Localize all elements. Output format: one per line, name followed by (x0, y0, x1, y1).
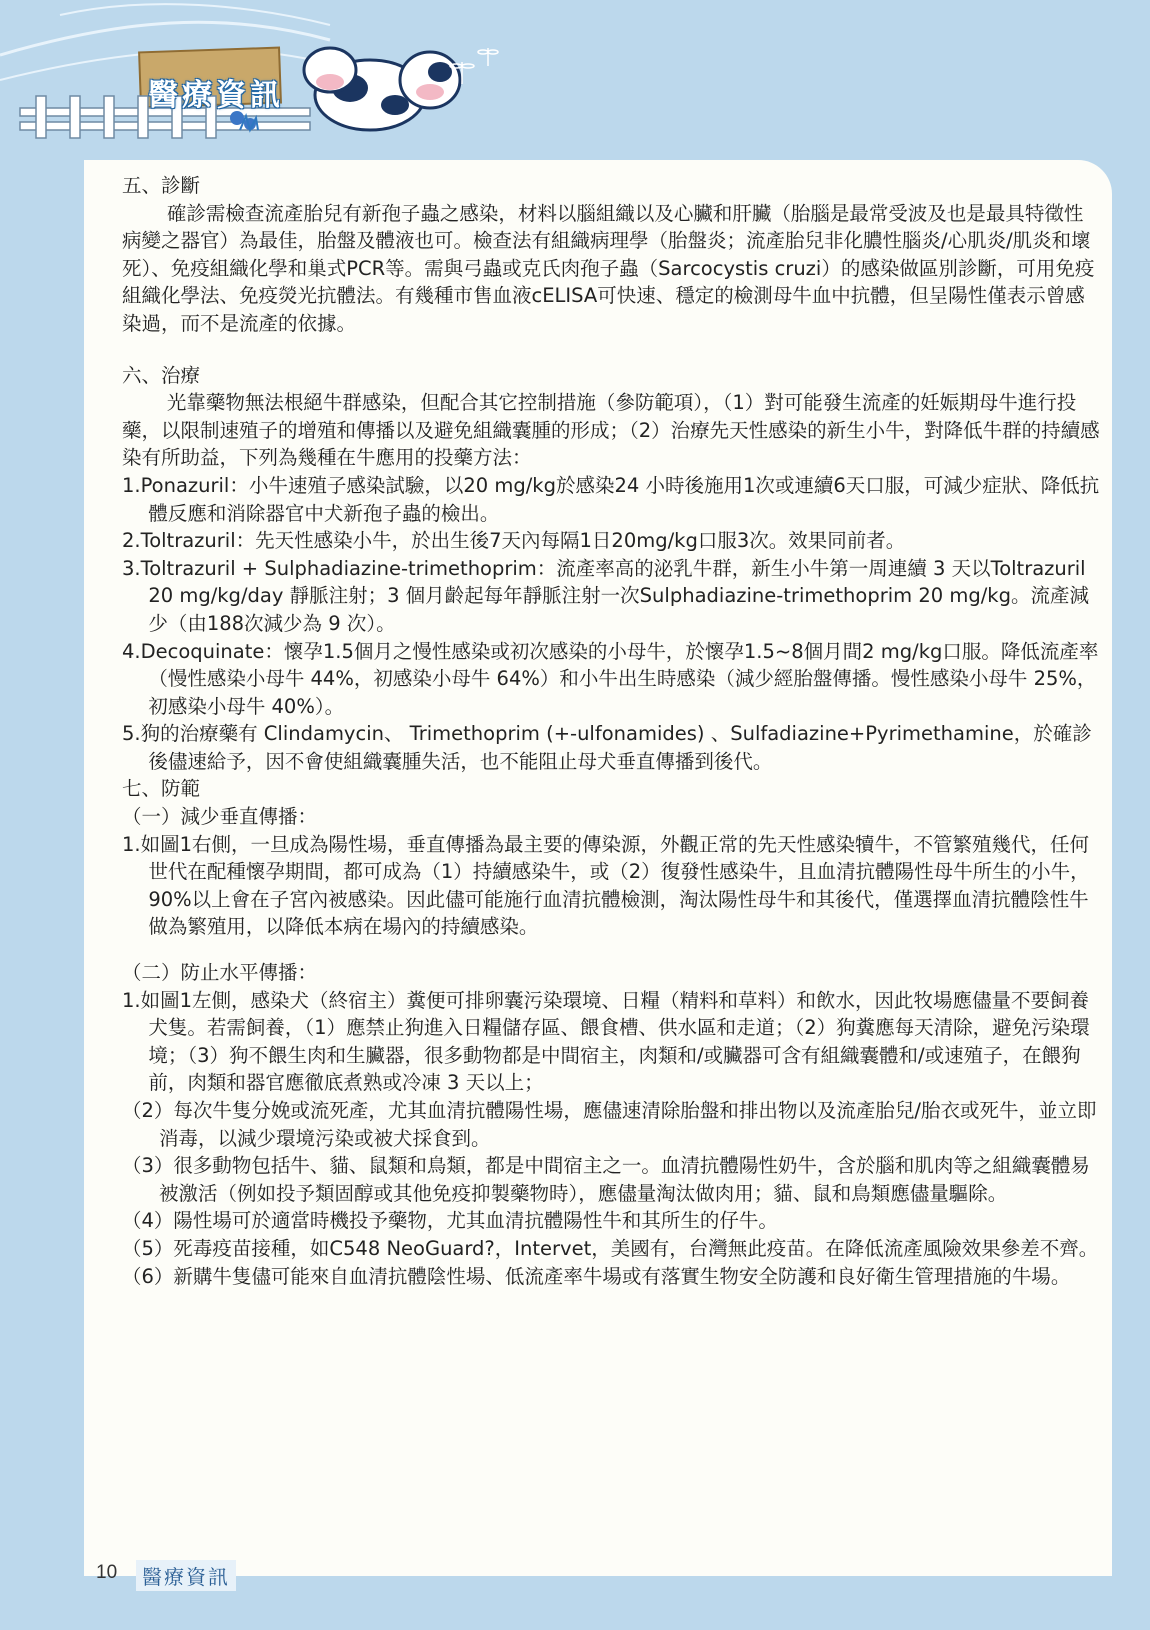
prevention-horizontal-item: （2）每次牛隻分娩或流死產，尤其血清抗體陽性場，應儘速清除胎盤和排出物以及流產胎兒/胎衣或死牛，並立即消毒，以減少環境污染或被犬採食到。 (122, 1099, 1097, 1150)
prevention-vertical-item: 1.如圖1右側，一旦成為陽性場，垂直傳播為最主要的傳染源，外觀正常的先天性感染犢牛，不管繁殖幾代，任何世代在配種懷孕期間，都可成為（1）持續感染牛，或（2）復發性感染牛，且血清抗體陽性母牛所生的小牛，90%以上會在子宮內被感染。因此儘可能施行血清抗體檢測，淘汰陽性母牛和其後代，僅選擇血清抗體陰性牛做為繁殖用，以降低本病在場內的持續感染。 (122, 832, 1090, 939)
treatment-intro: 光靠藥物無法根絕牛群感染，但配合其它控制措施（參防範項），（1）對可能發生流產的妊娠期母牛進行投藥，以限制速殖子的增殖和傳播以及避免組織囊腫的形成；（2）治療先天性感染的新生小牛，對降低牛群的持續感染有所助益，下列為幾種在牛應用的投藥方法： (122, 391, 1100, 470)
treatment-item: 4.Decoquinate：懷孕1.5個月之慢性感染或初次感染的小母牛，於懷孕1.5~8個月間2 mg/kg口服。降低流產率（慢性感染小母牛 44%，初感染小母牛 64%）和小牛出生時感染（減少經胎盤傳播。慢性感染小母牛 25%，初感染小母牛 40%）。 (122, 639, 1099, 718)
treatment-item: 1.Ponazuril：小牛速殖子感染試驗，以20 mg/kg於感染24 小時後施用1次或連續6天口服，可減少症狀、降低抗體反應和消除器官中犬新孢子蟲的檢出。 (122, 473, 1100, 525)
section-title-treatment: 六、治療 (122, 363, 201, 387)
section-label: 醫療資訊 (148, 78, 284, 113)
prevention-horizontal-item: 1.如圖1左側，感染犬（終宿主）糞便可排卵囊污染環境、日糧（精料和草料）和飲水，因此牧場應儘量不要飼養犬隻。若需飼養，（1）應禁止狗進入日糧儲存區、餵食槽、供水區和走道；（2）狗糞應每天清除，避免污染環境；（3）狗不餵生肉和生臟器，很多動物都是中間宿主，肉類和/或臟器可含有組織囊體和/或速殖子，在餵狗前，肉類和器官應徹底煮熟或冷凍 3 天以上； (122, 988, 1090, 1095)
diagnosis-paragraph: 確診需檢查流產胎兒有新孢子蟲之感染，材料以腦組織以及心臟和肝臟（胎腦是最常受波及也是最具特徵性病變之器官）為最佳，胎盤及體液也可。檢查法有組織病理學（胎盤炎；流產胎兒非化膿性腦炎/心肌炎/肌炎和壞死）、免疫組織化學和巢式PCR等。需與弓蟲或克氏肉孢子蟲（Sarcocystis cruzi）的感染做區別診斷，可用免疫組織化學法、免疫熒光抗體法。有幾種市售血液cELISA可快速、穩定的檢測母牛血中抗體，但呈陽性僅表示曾感染過，而不是流產的依據。 (122, 201, 1095, 335)
prevention-horizontal-item: （3）很多動物包括牛、貓、鼠類和鳥類，都是中間宿主之一。血清抗體陽性奶牛，含於腦和肌肉等之組織囊體易被激活（例如投予類固醇或其他免疫抑製藥物時），應儘量淘汰做肉用；貓、鼠和鳥類應儘量驅除。 (122, 1154, 1090, 1205)
footer-label: 醫療資訊 (136, 1560, 236, 1591)
treatment-item: 2.Toltrazuril：先天性感染小牛，於出生後7天內每隔1日20mg/kg口服3次。效果同前者。 (122, 529, 906, 553)
article-body (122, 172, 1100, 1290)
page-header (0, 0, 1150, 160)
prevention-horizontal-item: （5）死毒疫苗接種，如C548 NeoGuard?，Intervet，美國有，台灣無此疫苗。在降低流產風險效果參差不齊。 (122, 1236, 1099, 1260)
subsection-title-horizontal: （二）防止水平傳播： (122, 961, 318, 985)
treatment-item: 5.狗的治療藥有 Clindamycin、 Trimethoprim (+-ulfonamides) 、Sulfadiazine+Pyrimethamine，於確診後儘速給予，因不會使組織囊腫失活，也不能阻止母犬垂直傳播到後代。 (122, 722, 1092, 773)
prevention-horizontal-item: （4）陽性場可於適當時機投予藥物，尤其血清抗體陽性牛和其所生的仔牛。 (122, 1209, 778, 1233)
section-title-diagnosis: 五、診斷 (122, 174, 201, 197)
treatment-item: 3.Toltrazuril + Sulphadiazine-trimethoprim：流產率高的泌乳牛群，新生小牛第一周連續 3 天以Toltrazuril 20 mg/kg/day 靜脈注射；3 個月齡起每年靜脈注射一次Sulphadiazine-trimethoprim 20 mg/kg。流產減少（由188次減少為 9 次）。 (122, 556, 1089, 635)
spacer (122, 338, 1100, 362)
spacer (122, 941, 1100, 959)
section-title-prevention: 七、防範 (122, 777, 201, 801)
cow-icon (400, 52, 460, 108)
page-number: 10 (96, 1562, 118, 1583)
prevention-horizontal-item: （6）新購牛隻儘可能來自血清抗體陰性場、低流產率牛場或有落實生物安全防護和良好衛生管理措施的牛場。 (122, 1264, 1071, 1288)
page-footer (96, 1560, 236, 1596)
subsection-title-vertical: （一）減少垂直傳播： (122, 805, 318, 829)
